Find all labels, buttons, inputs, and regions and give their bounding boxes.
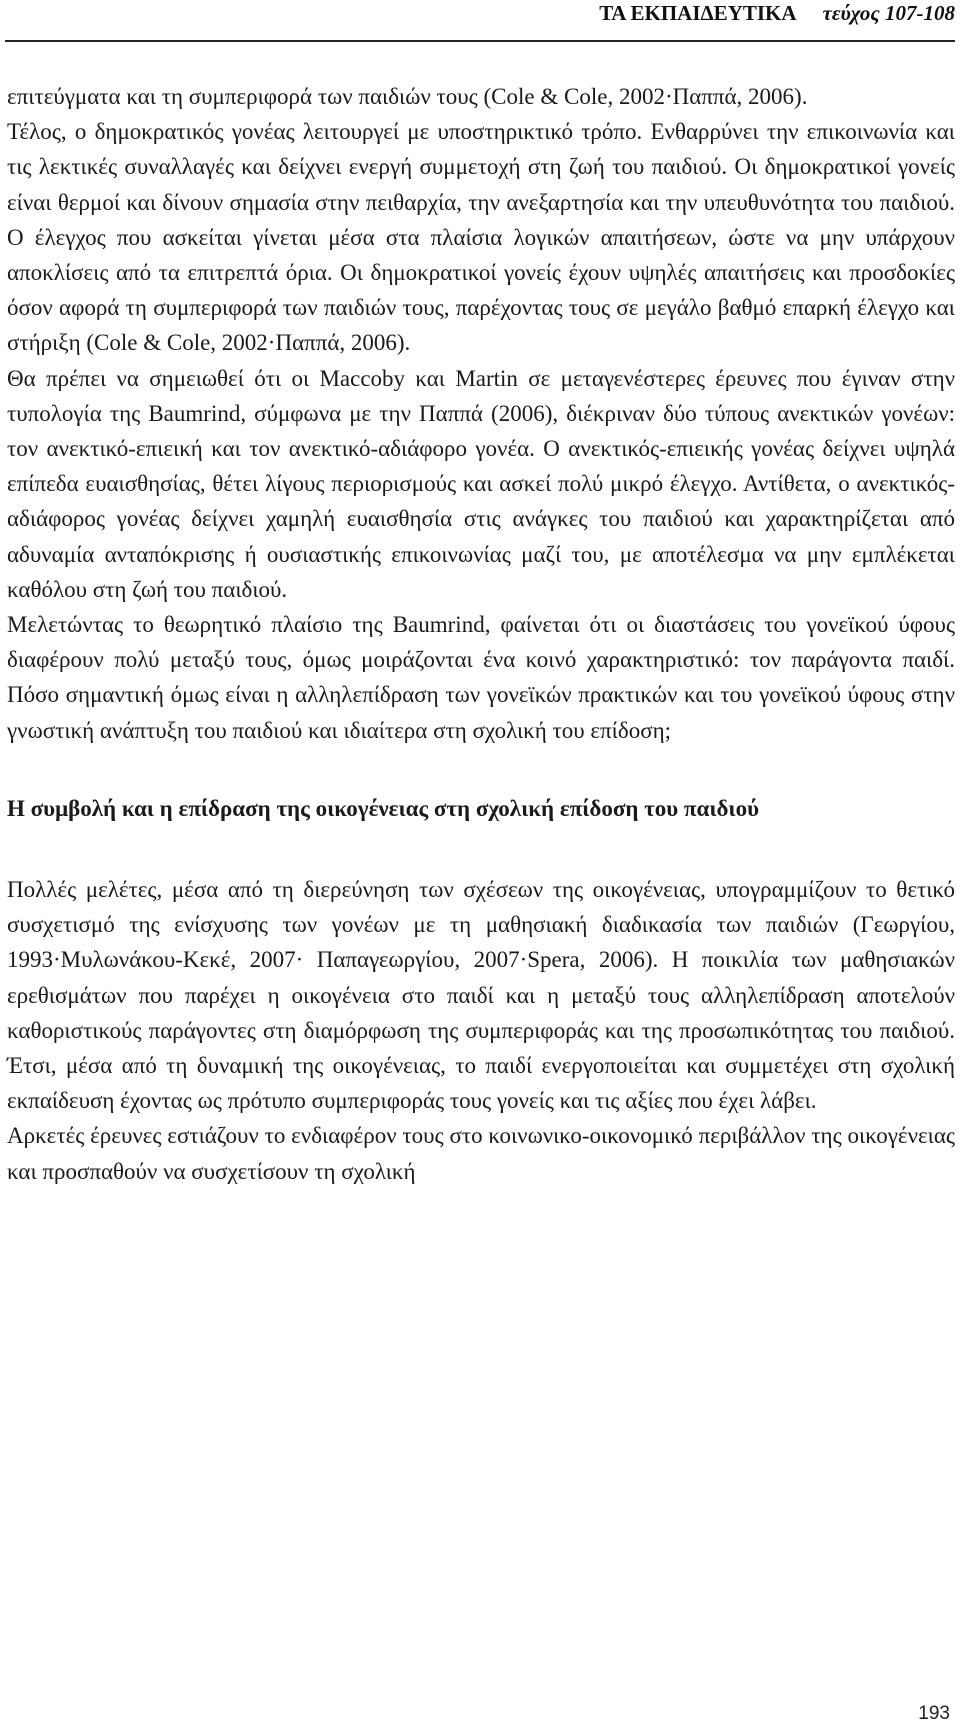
paragraph: Μελετώντας το θεωρητικό πλαίσιο της Baumrind, φαίνεται ότι οι διαστάσεις του γονεϊκού ύφους διαφέρουν πολύ μεταξύ τους, όμως μοιράζονται ένα κοινό χαρακτηριστικό: τον παράγοντα παιδί. Πόσο σημαντική όμως είναι η αλληλεπίδραση των γονεϊκών πρακτικών και του γονεϊκού ύφους στην γνωστική ανάπτυξη του παιδιού και ιδιαίτερα στη σχολική του επίδοση; [7, 612, 955, 743]
paragraph: Τέλος, ο δημοκρατικός γονέας λειτουργεί με υποστηρικτικό τρόπο. Ενθαρρύνει την επικοινωνία και τις λεκτικές συναλλαγές και δείχνει ενεργή συμμετοχή στη ζωή του παιδιού. Οι δημοκρατικοί γονείς είναι θερμοί και δίνουν σημασία στην πειθαρχία, την ανεξαρτησία και την υπευθυνότητα του παιδιού. Ο έλεγχος που ασκείται γίνεται μέσα στα πλαίσια λογικών απαιτήσεων, ώστε να μην υπάρχουν αποκλίσεις από τα επιτρεπτά όρια. Οι δημοκρατικοί γονείς έχουν υψηλές απαιτήσεις και προσδοκίες όσον αφορά τη συμπεριφορά των παιδιών τους, παρέχοντας τους σε μεγάλο βαθμό επαρκή έλεγχο και στήριξη (Cole & Cole, 2002·Παππά, 2006). [7, 119, 955, 356]
spacer [7, 826, 955, 872]
paragraph: Αρκετές έρευνες εστιάζουν το ενδιαφέρον τους στο κοινωνικο-οικονομικό περιβάλλον της οικογένειας και προσπαθούν να συσχετίσουν τη σχολική [7, 1123, 955, 1184]
running-header [599, 2, 955, 24]
paragraph: επιτεύγματα και τη συμπεριφορά των παιδιών τους (Cole & Cole, 2002·Παππά, 2006). [7, 84, 808, 109]
header-rule [5, 40, 955, 42]
body-text [7, 79, 955, 1189]
paragraph: Θα πρέπει να σημειωθεί ότι οι Maccoby και Martin σε μεταγενέστερες έρευνες που έγιναν στην τυπολογία της Baumrind, σύμφωνα με την Παππά (2006), διέκριναν δύο τύπους ανεκτικών γονέων: τον ανεκτικό-επιεική και τον ανεκτικό-αδιάφορο γονέα. Ο ανεκτικός-επιεικής γονέας δείχνει υψηλά επίπεδα ευαισθησίας, θέτει λίγους περιορισμούς και ασκεί πολύ μικρό έλεγχο. Αντίθετα, ο ανεκτικός-αδιάφορος γονέας δείχνει χαμηλή ευαισθησία στις ανάγκες του παιδιού και χαρακτηρίζεται από αδυναμία ανταπόκρισης ή ουσιαστικής επικοινωνίας μαζί του, με αποτέλεσμα να μην εμπλέκεται καθόλου στη ζωή του παιδιού. [7, 365, 955, 602]
journal-title: ΤΑ ΕΚΠΑΙΔΕΥΤΙΚΑ [599, 1, 797, 25]
paragraph: Πολλές μελέτες, μέσα από τη διερεύνηση των σχέσεων της οικογένειας, υπογραμμίζουν το θετικό συσχετισμό της ενίσχυσης των γονέων με τη μαθησιακή διαδικασία των παιδιών (Γεωργίου, 1993·Μυλωνάκου-Κεκέ, 2007· Παπαγεωργίου, 2007·Spera, 2006). Η ποικιλία των μαθησιακών ερεθισμάτων που παρέχει η οικογένεια στο παιδί και η μεταξύ τους αλληλεπίδραση αποτελούν καθοριστικούς παράγοντες στη διαμόρφωση της συμπεριφοράς και της προσωπικότητας του παιδιού. Έτσι, μέσα από τη δυναμική της οικογένειας, το παιδί ενεργοποιείται και συμμετέχει στη σχολική εκπαίδευση έχοντας ως πρότυπο συμπεριφοράς τους γονείς και τις αξίες που έχει λάβει. [7, 877, 955, 1114]
spacer [7, 748, 955, 791]
section-heading: Η συμβολή και η επίδραση της οικογένειας στη σχολική επίδοση του παιδιού [7, 795, 760, 821]
issue-label: τεύχος 107-108 [822, 1, 955, 25]
page-number: 193 [918, 1703, 950, 1724]
